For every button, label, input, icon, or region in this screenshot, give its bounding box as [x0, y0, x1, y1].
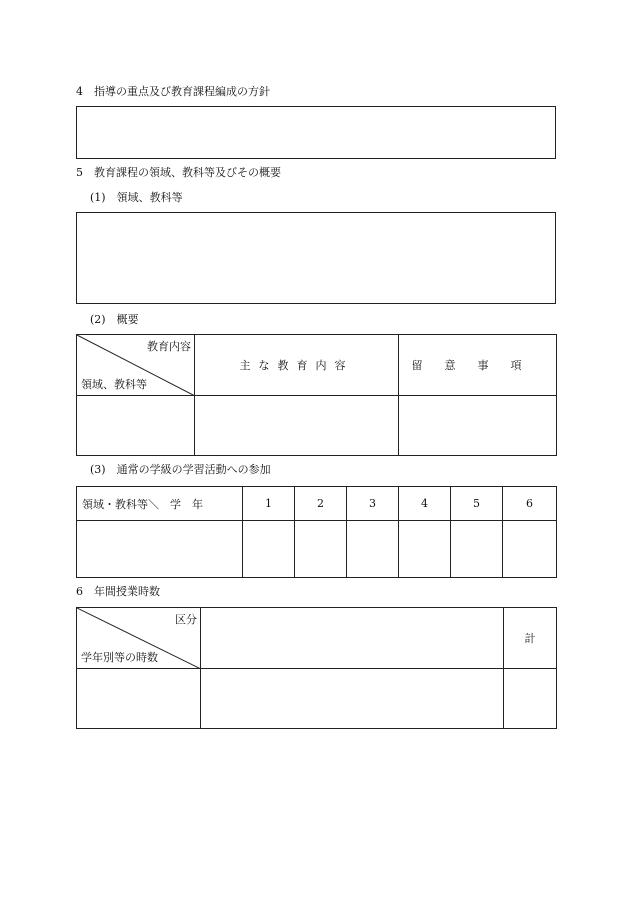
overview-cell-notes[interactable] [399, 396, 557, 456]
grade-header-3: 3 [347, 487, 399, 521]
participation-cell-grade-1[interactable] [243, 521, 295, 578]
section-4-title: 4 指導の重点及び教育課程編成の方針 [76, 85, 270, 98]
overview-diagonal-header [77, 335, 195, 396]
hours-header-total: 計 [504, 608, 557, 669]
hours-diagonal-header [77, 608, 201, 669]
grade-header-1: 1 [243, 487, 295, 521]
participation-header-label: 領域・教科等＼ 学 年 [77, 487, 243, 521]
col-header-main-content: 主な教育内容 [195, 335, 399, 396]
subsection-2-title: (2) 概要 [90, 313, 139, 326]
section-5-title: 5 教育課程の領域、教科等及びその概要 [76, 166, 281, 179]
overview-cell-subjects[interactable] [77, 396, 195, 456]
policy-input-box[interactable] [76, 106, 556, 159]
hours-header-categories[interactable] [201, 608, 504, 669]
grade-header-4: 4 [399, 487, 451, 521]
overview-cell-main-content[interactable] [195, 396, 399, 456]
subjects-input-box[interactable] [76, 212, 556, 304]
participation-cell-grade-4[interactable] [399, 521, 451, 578]
diag-label-subjects: 領域、教科等 [81, 378, 147, 391]
diag-label-hours-by-grade: 学年別等の時数 [81, 651, 158, 664]
hours-cell-values[interactable] [201, 669, 504, 729]
participation-cell-subjects[interactable] [77, 521, 243, 578]
grade-header-5: 5 [451, 487, 503, 521]
participation-cell-grade-5[interactable] [451, 521, 503, 578]
diag-label-category: 区分 [175, 613, 197, 626]
subsection-1-title: (1) 領域、教科等 [90, 191, 183, 204]
section-6-title: 6 年間授業時数 [76, 585, 160, 598]
participation-cell-grade-3[interactable] [347, 521, 399, 578]
grade-header-6: 6 [503, 487, 557, 521]
subsection-3-title: (3) 通常の学級の学習活動への参加 [90, 463, 271, 476]
participation-table [76, 486, 557, 578]
hours-cell-total[interactable] [504, 669, 557, 729]
overview-table [76, 334, 557, 456]
grade-header-2: 2 [295, 487, 347, 521]
participation-cell-grade-2[interactable] [295, 521, 347, 578]
hours-cell-grade-label[interactable] [77, 669, 201, 729]
diag-label-content: 教育内容 [147, 340, 191, 353]
col-header-notes: 留意事項 [399, 335, 557, 396]
annual-hours-table [76, 607, 557, 729]
participation-cell-grade-6[interactable] [503, 521, 557, 578]
